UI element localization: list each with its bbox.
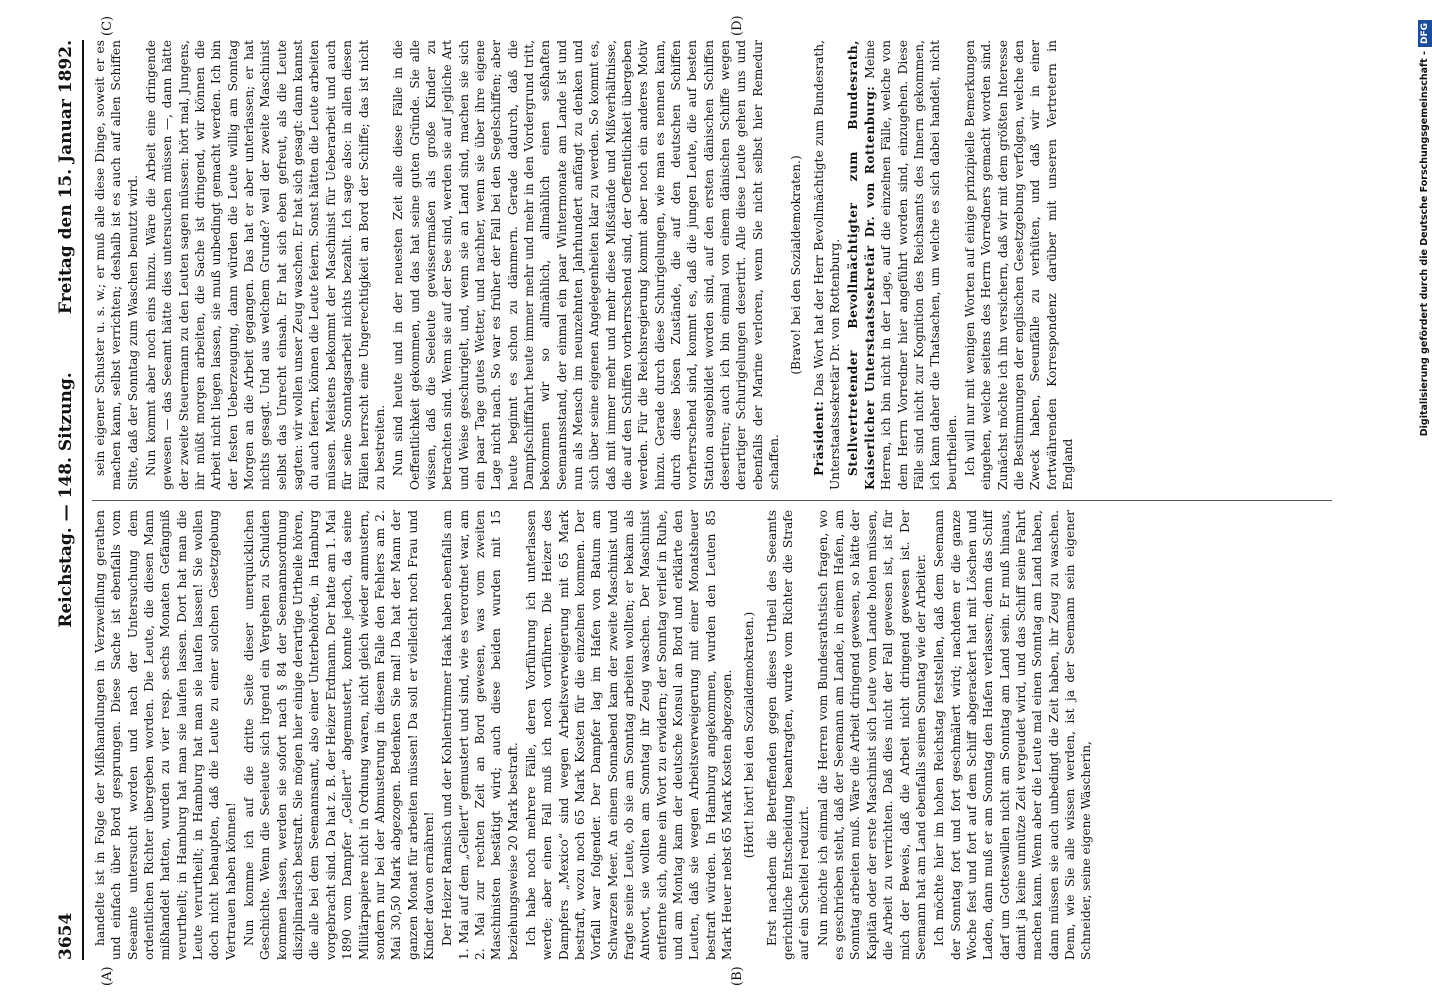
interjection: (Bravo! bei den Sozialdemokraten.) xyxy=(789,155,804,375)
paragraph: Nun komme ich auf die dritte Seite dieser unerquicklichen Geschichte. Wenn die Seeleute sich irgend ein Vergehen zu Schulden kommen lassen, werden sie sofort nach § 84 der Seemannsordnung disziplinarisch bestraft. Sie mögen hier einige derartige Urtheile hören, die alle bei dem Seemannsamt, also einer Unterbehörde, in Hamburg vorgebracht sind. Da hat z. B. der Heizer Erdmann. Der hatte am 1. Mai 1890 vom Dampfer „Gellert“ abgemustert, konnte jedoch, da seine Militärpapiere nicht in Ordnung waren, nicht gleich wieder anmustern, sondern nur bei der Abmusterung in diesem Falle den Fehlers am 2. Mai 30,50 Mark abgezogen. Bedenken Sie mal! Da hat der Mann der ganzen Monat für arbeiten müssen! Da soll er vielleicht noch Frau und Kinder davon ernähren! xyxy=(242,510,436,960)
right-text-column xyxy=(92,40,1332,490)
paragraph: Der Heizer Ramisch und der Kohlentrimmer Haak haben ebenfalls am 1. Mai auf dem „Gellert“ gemustert und sind, wie es verordnet war, am 2. Mai zur rechten Zeit an Bord gewesen, was vom zweiten Maschinisten bestätigt wird; auch diese beiden wurden mit 15 beziehungsweise 20 Mark bestraft. xyxy=(440,510,520,960)
speaker-name: Stellvertretender Bevollmächtigter zum Bundesrath, Kaiserlicher Unterstaatssekretär Dr. von Rottenburg: xyxy=(846,40,877,490)
left-text-column xyxy=(92,510,1332,960)
column-divider xyxy=(92,500,1332,501)
session-title: Reichstag. — 148. Sitzung. xyxy=(56,372,76,628)
dfg-logo: DFG xyxy=(1418,20,1432,47)
paragraph: Nun kommt aber noch eins hinzu. Wäre die Arbeit eine dringende gewesen — das Seeamt hätte dies untersuchen müssen —, dann hätte der zweite Steuermann zu den Leuten sagen müssen: hört mal, Jungens, ihr müßt morgen arbeiten, die Sache ist dringend, wir können die Arbeit nicht liegen lassen, sie muß unbedingt gemacht werden. Ich bin der festen Ueberzeugung, dann würden die Leute willig am Sonntag Morgen an die Arbeit gegangen. Das hat er aber unterlassen; er hat nichts gesagt. Und aus welchem Grunde? weil der zweite Maschinist selbst das Unrecht einsah. Er hat sich eben gefreut, als die Leute sagten: wir wollen unser Zeug waschen. Er hat sich gesagt: dann kannst du auch feiern, können die Leute feiern. Sonst hätten die Leute arbeiten müssen. Meistens bekommt der Maschinist für Ueberarbeit und auch für seine Sonntagsarbeit nichts bezahlt. Ich sage also: in allen diesen Fällen herrscht eine Ungerechtigkeit an Bord der Schiffe; das ist nicht zu bestreiten. xyxy=(144,40,387,490)
margin-letter-c: (C) xyxy=(100,15,115,36)
paragraph: handelte ist in Folge der Mißhandlungen in Verzweiflung gerathen und einfach über Bord gesprungen. Diese Sache ist ebenfalls vom Seeamte untersucht worden und nach der Untersuchung dem ordentlichen Richter übergeben worden. Die Leute, die diesen Mann mißhandelt hatten, wurden zu vier resp. sechs Monaten Gefängniß verurtheilt; in Hamburg hat man sie laufen lassen. Dort hat man die Leute verurtheilt; in Hamburg hat man sie laufen lassen! Sie wollen doch nicht behaupten, daß die Leute zu einer solchen Gesetzgebung Vertrauen haben können! xyxy=(93,510,238,960)
margin-letter-d: (D) xyxy=(730,15,745,36)
credit-text: Digitalisierung gefördert durch die Deutsche Forschungsgemeinschaft - xyxy=(1419,51,1430,437)
paragraph: Ich möchte hier im hohen Reichstag feststellen, daß dem Seemann der Sonntag fort und fort geschmälert wird; nachdem er die ganze Woche fest und fort auf dem Schiff abgerackert hat mit Löschen und Laden, dann muß er am Sonntag den Hafen verlassen; denn das Schiff darf um Gotteswillen nicht am Sonntag am Land sein. Er muß hinaus, damit ja keine unnütze Zeit vergeudet wird, und das Schiff seine Fahrt machen kann. Wenn aber die Leute mal einen Sonntag am Land haben, dann müssen sie auch unbedingt die Zeit haben, ihr Zeug zu waschen. Denn, wie Sie alle wissen werden, ist ja der Seemann sein eigener Schneider, seine eigene Wäscherin, xyxy=(932,510,1094,960)
margin-letter-b: (B) xyxy=(730,966,745,986)
speaker-name: Präsident: xyxy=(811,400,826,476)
paragraph: sein eigener Schuster u. s. w.; er muß alle diese Dinge, soweit er es machen kann, selbst verrichten; deshalb ist es auch auf allen Schiffen Sitte, daß der Sonntag zum Waschen benutzt wird. xyxy=(93,40,140,490)
interjection: (Hört! hört! bei den Sozialdemokraten.) xyxy=(742,611,757,859)
speech-text: Meine Herren, ich bin nicht in der Lage, auf die einzelnen Fälle, welche von dem Herrn Vorredner hier angeführt worden sind, einzugehen. Diese Fälle sind nicht zur Kognition des Reichsamts des Innern gekommen, ich kann daher die Thatsachen, um welche es sich dabei handelt, nicht beurtheilen. xyxy=(862,40,959,490)
speech-text: Das Wort hat der Herr Bevollmächtigte zum Bundesrath, Unterstaatssekretär Dr. von Rottenburg. xyxy=(811,40,843,490)
paragraph: Ich habe noch mehrere Fälle, deren Vorführung ich unterlassen werde; aber einen Fall muß ich noch vorführen. Die Heizer des Dampfers „Mexico“ sind wegen Arbeitsverweigerung mit 65 Mark bestraft, wozu noch 65 Mark Kosten für die einzelnen kommen. Der Vorfall war folgender. Der Dampfer lag im Hafen von Batum am Schwarzen Meer. An einem Sonnabend kam der zweite Maschinist und fragte seine Leute, ob sie am Sonntag arbeiten wollten; er bekam als Antwort, sie wollten am Sonntag ihr Zeug waschen. Der Maschinist entfernte sich, ohne ein Wort zu erwidern; der Sonntag verlief in Ruhe, und am Montag kam der deutsche Konsul an Bord und erklärte den Leuten, daß sie wegen Arbeitsverweigerung mit einer Monatsheuer bestraft würden. In Hamburg angekommen, wurden den Leuten 85 Mark Heuer nebst 65 Mark Kosten abgezogen. xyxy=(523,510,735,960)
paragraph: Nun sind heute und in der neuesten Zeit alle diese Fälle in die Oeffentlichkeit gekommen, und das hat seine guten Gründe. Sie alle wissen, daß die Seeleute gewissermaßen als große Kinder zu betrachten sind. Wenn sie auf der See sind, werden sie auf jegliche Art und Weise geschurigelt, und, wenn sie an Land sind, machen sie sich ein paar Tage gutes Wetter, und nachher, wenn sie über ihre eigene Lage nicht nach. So war es früher der Fall bei den Segelschiffen; aber heute beginnt es schon zu dämmern. Gerade dadurch, daß die Dampfschifffahrt heute immer mehr und mehr in den Vordergrund tritt, bekommen wir so allmählich, allmählich einen seßhaften Seemannsstand, der einmal ein paar Wintermonate am Lande ist und nun als Mensch im neunzehnten Jahrhundert anfängt zu denken und sich über seine eigenen Angelegenheiten klar zu werden. So kommt es, daß mit immer mehr und mehr diese Mißstände und Mißverhältnisse, die auf den Schiffen vorherrschend sind, der Oeffentlichkeit übergeben werden. Für die Reichsregierung kommt aber noch ein anderes Motiv hinzu. Gerade durch diese Schurigelungen, wie man es nennen kann, durch diese bösen Zustände, die auf den deutschen Schiffen vorherrschend sind, kommt es, daß die jungen Leute, die auf besten Station ausgebildet worden sind, auf den ersten dänischen Schiffen desertiren; auch ich bin einmal von einem dänischen Schiffe wegen derartiger Schurigelungen desertirt. Alle diese Leute gehen uns und ebenfalls der Marine verloren, wenn Sie nicht selbst hier Remedur schaffen. xyxy=(391,40,782,490)
secretary-statement xyxy=(845,40,959,490)
paragraph: Ich will nur mit wenigen Worten auf einige prinzipielle Bemerkungen eingehen, welche seitens des Herrn Vorredners gemacht worden sind. Zunächst möchte ich ihn versichern, daß wir mit dem größten Interesse die Bestimmungen der englischen Gesetzgebung verfolgen, welche den Zweck haben, Seeunfälle zu verhüten, und daß wir in einer fortwährenden Korrespondenz darüber mit unseren Vertretern in England xyxy=(962,40,1075,490)
paragraph: Nun möchte ich einmal die Herren vom Bundesrathstisch fragen, wo es geschrieben steht, daß der Seemann am Lande, in einem Hafen, am Sonntag arbeiten muß. Wäre die Arbeit dringend gewesen, so hätte der Kapitän oder der erste Maschinist sich Leute vom Lande holen müssen, die Arbeit zu verrichten. Daß dies nicht der Fall gewesen ist, ist für mich der Beweis, daß die Arbeit nicht dringend gewesen ist. Der Seemann hat am Land ebenfalls seinen Sonntag wie der Arbeiter. xyxy=(815,510,928,960)
margin-letter-a: (A) xyxy=(100,966,115,986)
digitization-credit xyxy=(1418,20,1432,980)
session-date: Freitag den 15. Januar 1892. xyxy=(56,40,76,315)
paragraph: Erst nachdem die Betreffenden gegen dieses Urtheil des Seeamts gerichtliche Entscheidung beantragten, wurde vom Richter die Strafe auf ein Scheitel reduzirt. xyxy=(764,510,812,960)
page-number: 3654 xyxy=(56,912,76,960)
president-statement xyxy=(811,40,844,490)
page-header xyxy=(52,40,84,960)
